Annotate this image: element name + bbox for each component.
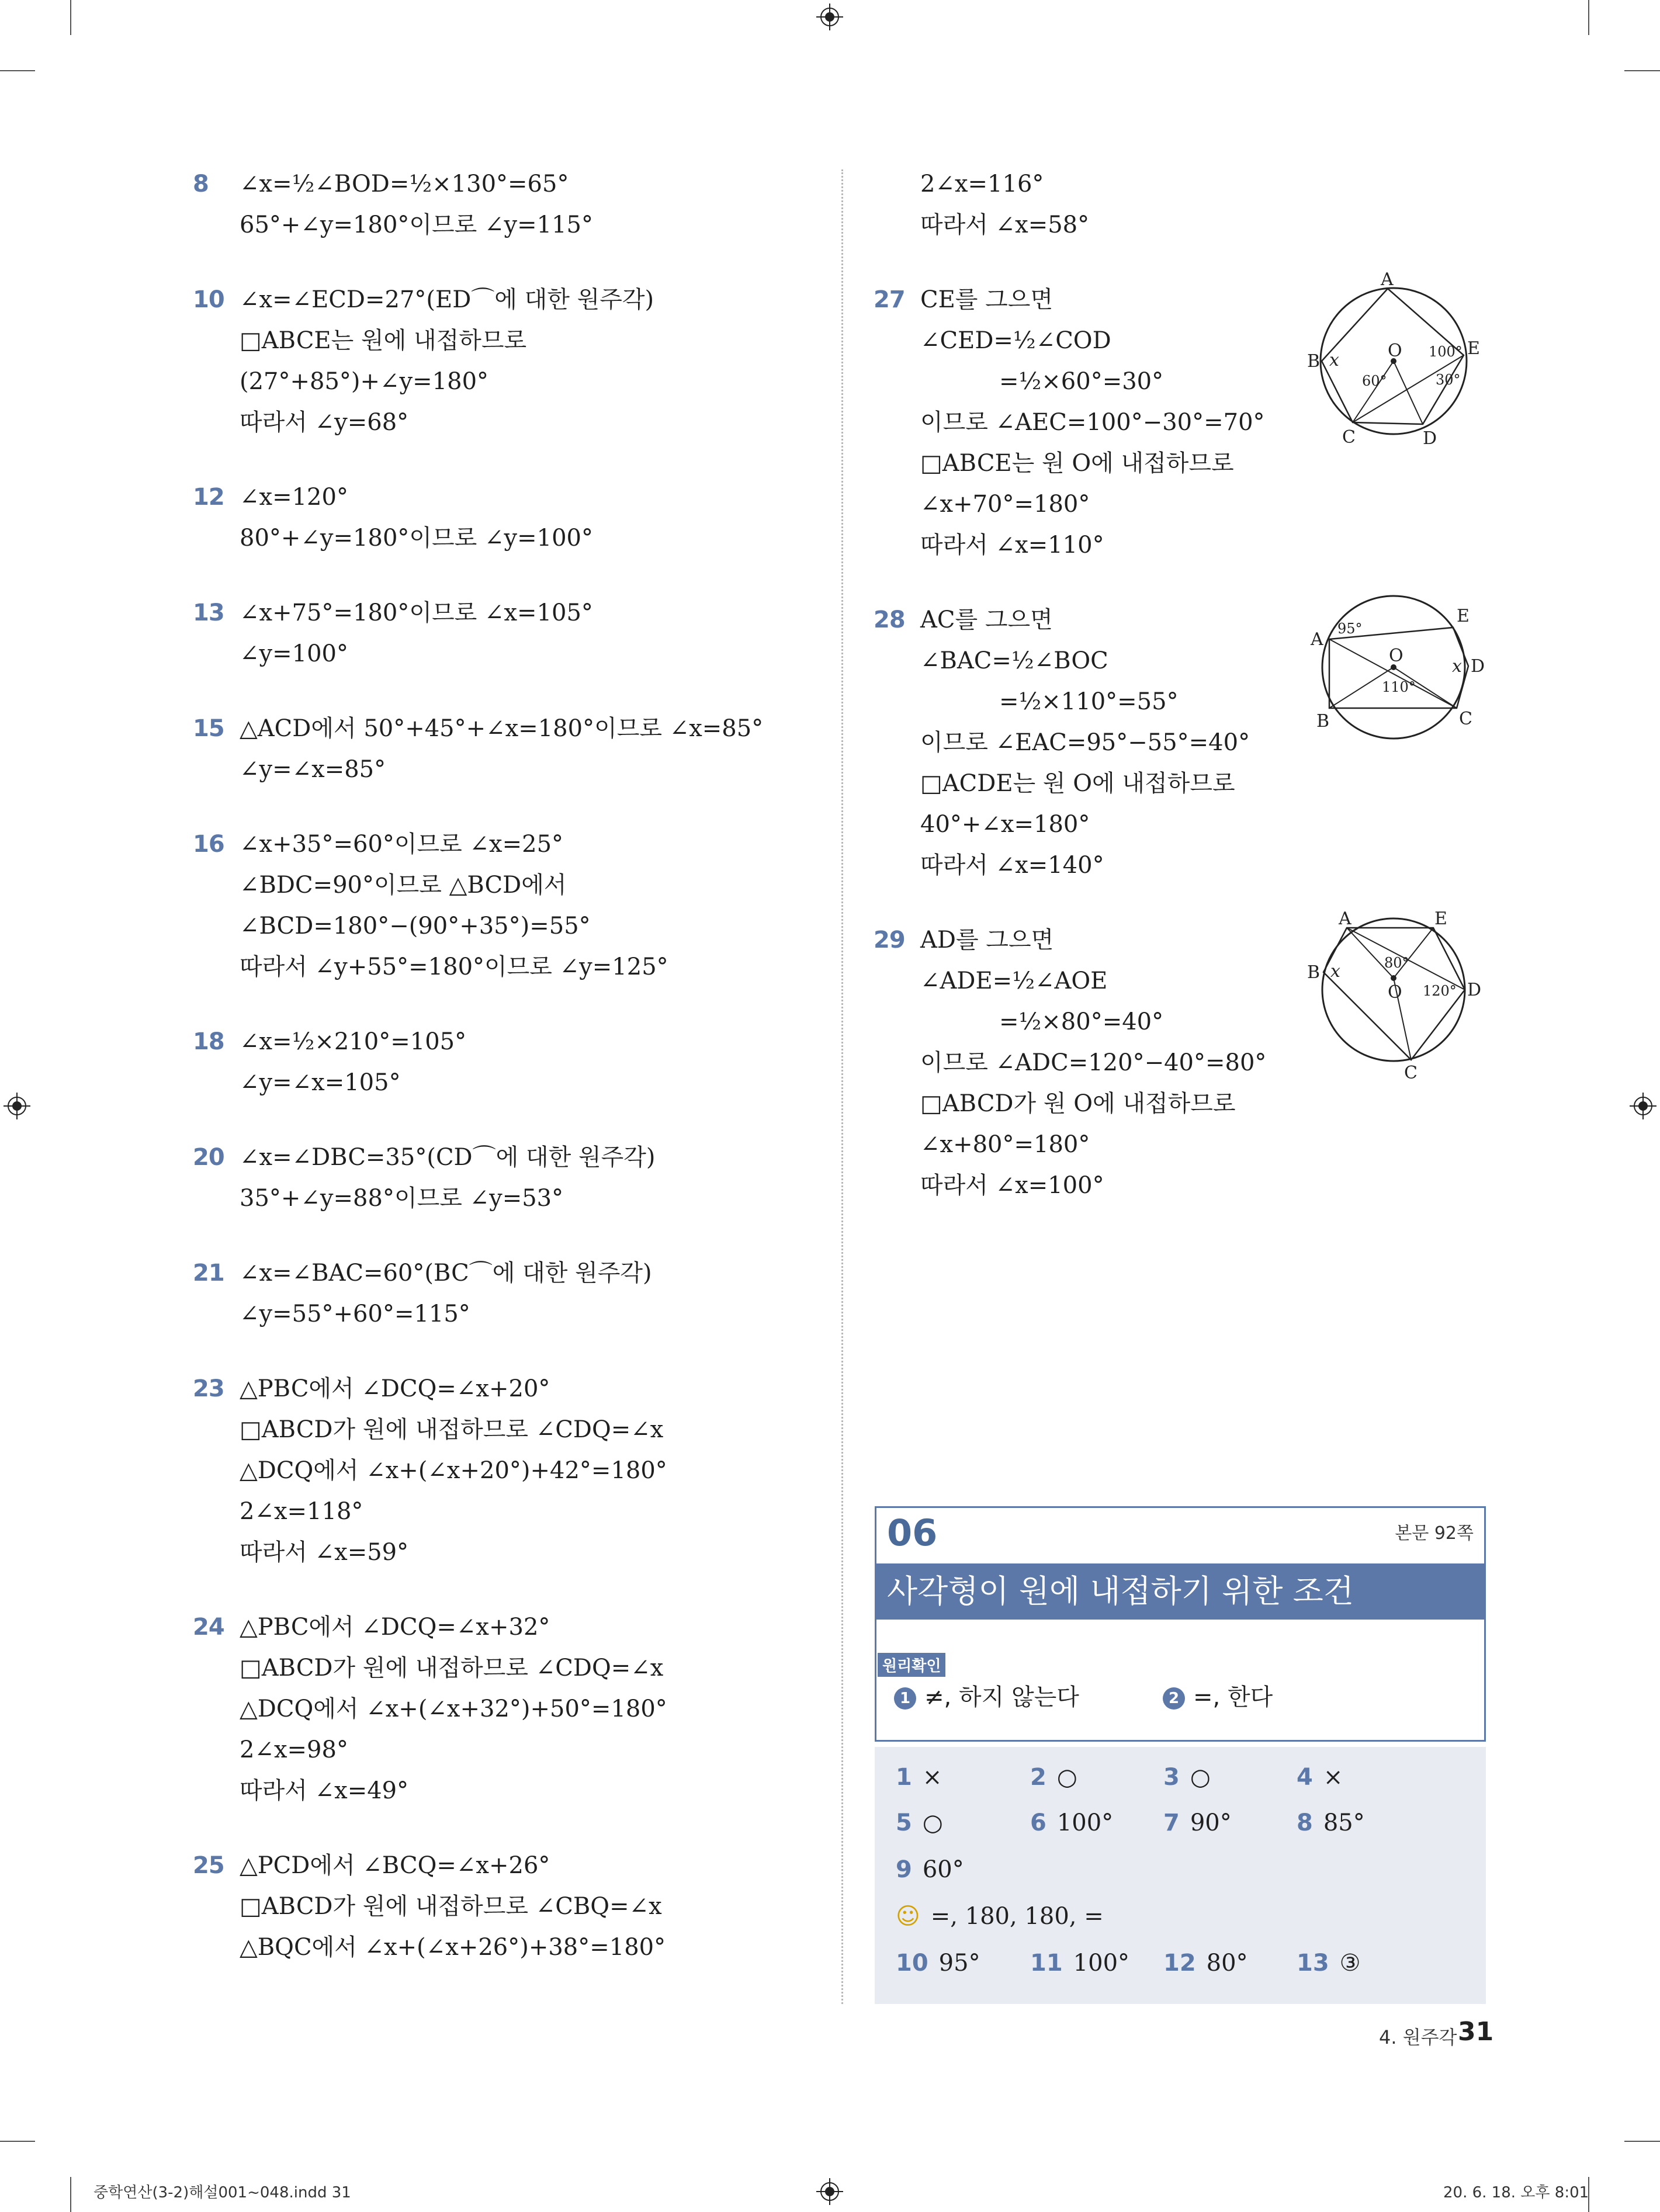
solution-line: □ACDE는 원 O에 내접하므로 (920, 770, 1235, 797)
figure-label: O (1389, 646, 1403, 666)
problem (193, 1021, 824, 1103)
problem (874, 599, 1493, 886)
problem (193, 1845, 824, 1968)
figure-label: x (1452, 656, 1462, 677)
problem-number: 15 (193, 715, 224, 742)
figure-label: C (1404, 1063, 1418, 1083)
answer-item (896, 1899, 1104, 1934)
solution-line: 2∠x=116° (920, 171, 1044, 197)
solution-line: AD를 그으면 (920, 927, 1054, 954)
problem-number: 23 (193, 1375, 224, 1402)
section-box (875, 1506, 1486, 1742)
problem (874, 909, 1493, 1206)
textbook-reference: 본문 92쪽 (1395, 1523, 1474, 1544)
problem (193, 1253, 824, 1334)
problem-number: 24 (193, 1614, 224, 1641)
circled-number-icon: 1 (894, 1687, 916, 1710)
answer-number: 4 (1297, 1764, 1313, 1791)
answer-item (1297, 1946, 1361, 1981)
angle-label: 120° (1423, 983, 1457, 999)
principle-check-tag: 원리확인 (878, 1653, 945, 1677)
solution-line: 따라서 ∠y+55°=180°이므로 ∠y=125° (240, 954, 668, 980)
solution-line: 이므로 ∠AEC=100°−30°=70° (920, 409, 1265, 436)
figure-label: B (1316, 711, 1330, 731)
crop-mark (1624, 2141, 1660, 2142)
answer-number: 12 (1163, 1950, 1196, 1977)
solution-line: 따라서 ∠x=49° (240, 1777, 409, 1804)
solution-line: ∠BAC=½∠BOC (920, 647, 1108, 674)
solution-line: □ABCD가 원에 내접하므로 ∠CDQ=∠x (240, 1655, 664, 1681)
figure-label: A (1339, 909, 1351, 929)
solution-line: □ABCD가 원에 내접하므로 ∠CDQ=∠x (240, 1416, 664, 1443)
crop-mark (70, 0, 71, 35)
problem (193, 592, 824, 674)
confirm-answer-1 (894, 1679, 1079, 1712)
figure-label: E (1434, 909, 1447, 929)
section-title: 사각형이 원에 내접하기 위한 조건 (876, 1563, 1484, 1620)
answer-item (1030, 1805, 1113, 1840)
section-number: 06 (887, 1511, 938, 1554)
solution-line: 따라서 ∠x=59° (240, 1539, 409, 1566)
answer-number: 2 (1030, 1764, 1046, 1791)
solution-line: 따라서 ∠y=68° (240, 409, 409, 436)
solution-line: ∠y=∠x=85° (240, 756, 386, 783)
solution-line: ∠y=∠x=105° (240, 1069, 401, 1096)
solution-line: ∠x=∠BAC=60°(BC⌒에 대한 원주각) (240, 1260, 652, 1287)
solution-line: □ABCE는 원에 내접하므로 (240, 327, 527, 354)
circle-figure (1306, 591, 1485, 743)
problem (193, 708, 824, 790)
answer-item (896, 1946, 980, 1981)
problem (193, 1607, 824, 1811)
answer-value: 95° (938, 1950, 980, 1977)
figure-label: D (1423, 428, 1437, 449)
solution-line: (27°+85°)+∠y=180° (240, 368, 489, 395)
figure-label: C (1459, 709, 1472, 729)
problem-number: 10 (193, 286, 224, 313)
solution-line: △DCQ에서 ∠x+(∠x+32°)+50°=180° (240, 1696, 667, 1722)
circled-number-icon: 2 (1163, 1687, 1185, 1710)
problem-number: 16 (193, 831, 224, 858)
answer-value: =, 180, 180, = (930, 1903, 1104, 1930)
answer-number: 9 (896, 1856, 912, 1883)
solution-line: ∠x=½×210°=105° (240, 1028, 467, 1055)
solution-line: △DCQ에서 ∠x+(∠x+20°)+42°=180° (240, 1457, 667, 1484)
crop-mark (1624, 70, 1660, 71)
answer-value: 60° (922, 1856, 964, 1883)
problem (874, 269, 1493, 566)
answer-item (1297, 1805, 1365, 1840)
registration-mark-icon (1630, 1093, 1656, 1119)
answer-number: 3 (1163, 1764, 1180, 1791)
problem-continuation (874, 164, 1493, 245)
answer-value: 85° (1323, 1809, 1365, 1836)
solution-line: 이므로 ∠ADC=120°−40°=80° (920, 1049, 1267, 1076)
answer-item (1030, 1760, 1077, 1795)
figure-label: E (1467, 338, 1480, 359)
confirm-answer-2 (1163, 1679, 1273, 1712)
problem (193, 477, 824, 559)
solution-line: ∠x=∠ECD=27°(ED⌒에 대한 원주각) (240, 286, 654, 313)
solution-line: ∠y=55°+60°=115° (240, 1301, 470, 1327)
problem-number: 18 (193, 1028, 224, 1055)
solution-line: 이므로 ∠EAC=95°−55°=40° (920, 729, 1250, 756)
solution-line: ∠x+70°=180° (920, 491, 1090, 518)
solution-line: □ABCE는 원 O에 내접하므로 (920, 450, 1234, 477)
chapter-label: 4. 원주각 (1379, 2026, 1457, 2048)
figure-label: O (1388, 341, 1402, 361)
figure-label: x (1329, 350, 1339, 370)
answer-item (896, 1805, 943, 1840)
right-column (874, 164, 1493, 1240)
answer-value: ③ (1339, 1950, 1361, 1977)
problem-number: 20 (193, 1144, 224, 1171)
column-divider (841, 169, 843, 2004)
confirm-text: ≠, 하지 않는다 (924, 1684, 1079, 1711)
problem (193, 164, 824, 245)
angle-label: 95° (1337, 620, 1363, 637)
figure-label: O (1388, 982, 1402, 1003)
figure-label: A (1381, 269, 1394, 290)
problem-number: 13 (193, 599, 224, 626)
crop-mark (0, 2141, 35, 2142)
solution-line: 따라서 ∠x=58° (920, 212, 1090, 238)
problem (193, 824, 824, 987)
figure-label: A (1311, 629, 1323, 650)
solution-line: ∠CED=½∠COD (920, 327, 1111, 354)
answer-value: 100° (1056, 1809, 1114, 1836)
angle-label: 80° (1384, 955, 1409, 971)
answer-value: ○ (1056, 1764, 1077, 1791)
figure-label: B (1307, 351, 1321, 372)
print-slug-file: 중학연산(3-2)해설001~048.indd 31 (93, 2184, 351, 2201)
solution-line: △PBC에서 ∠DCQ=∠x+20° (240, 1375, 550, 1402)
solution-line: ∠x=½∠BOD=½×130°=65° (240, 171, 569, 197)
answer-panel (875, 1747, 1486, 2004)
solution-line: 2∠x=98° (240, 1736, 348, 1763)
solution-line: △BQC에서 ∠x+(∠x+26°)+38°=180° (240, 1934, 666, 1961)
solution-line: ∠x=∠DBC=35°(CD⌒에 대한 원주각) (240, 1144, 656, 1171)
solution-line: ∠BDC=90°이므로 △BCD에서 (240, 872, 567, 899)
solution-line: =½×80°=40° (999, 1008, 1164, 1035)
solution-line: ∠ADE=½∠AOE (920, 968, 1108, 994)
solution-line: =½×110°=55° (999, 688, 1179, 715)
solution-line: △PBC에서 ∠DCQ=∠x+32° (240, 1614, 550, 1641)
solution-line: □ABCD가 원 O에 내접하므로 (920, 1090, 1236, 1117)
answer-value: 90° (1190, 1809, 1232, 1836)
answer-number: 5 (896, 1809, 912, 1836)
page-number: 31 (1458, 2017, 1494, 2047)
problem-number: 25 (193, 1852, 224, 1879)
answer-number: 7 (1163, 1809, 1180, 1836)
circle-figure (1306, 909, 1482, 1083)
solution-line: 35°+∠y=88°이므로 ∠y=53° (240, 1185, 564, 1212)
solution-line: 2∠x=118° (240, 1498, 363, 1525)
solution-line: 80°+∠y=180°이므로 ∠y=100° (240, 525, 594, 552)
angle-label: 100° (1429, 344, 1463, 360)
answer-number: 10 (896, 1950, 928, 1977)
answer-value: ○ (1190, 1764, 1211, 1791)
problem-number: 21 (193, 1260, 224, 1287)
problem (193, 1368, 824, 1573)
solution-line: ∠x+75°=180°이므로 ∠x=105° (240, 599, 593, 626)
problem-number: 28 (874, 606, 905, 633)
registration-mark-icon (4, 1093, 30, 1119)
solution-line: ∠BCD=180°−(90°+35°)=55° (240, 913, 591, 939)
answer-item (896, 1852, 964, 1887)
crop-mark (1588, 0, 1589, 35)
solution-line: △ACD에서 50°+45°+∠x=180°이므로 ∠x=85° (240, 715, 764, 742)
answer-item (1297, 1760, 1343, 1795)
registration-mark-icon (816, 2178, 843, 2205)
figure-label: D (1471, 656, 1485, 677)
answer-item (1163, 1760, 1211, 1795)
figure-label: E (1457, 606, 1470, 626)
answer-item (1163, 1805, 1232, 1840)
answer-item (896, 1760, 942, 1795)
solution-line: ∠x=120° (240, 484, 348, 511)
confirm-text: =, 한다 (1193, 1684, 1273, 1711)
crop-mark (70, 2177, 71, 2212)
answer-number: 6 (1030, 1809, 1046, 1836)
figure-label: D (1467, 980, 1482, 1000)
answer-number: 11 (1030, 1950, 1063, 1977)
problem (193, 279, 824, 443)
solution-line: □ABCD가 원에 내접하므로 ∠CBQ=∠x (240, 1893, 662, 1920)
solution-line: =½×60°=30° (999, 368, 1164, 395)
solution-line: ∠y=100° (240, 640, 348, 667)
solution-line: △PCD에서 ∠BCQ=∠x+26° (240, 1852, 550, 1879)
figure-label: C (1342, 427, 1356, 448)
figure-label: B (1307, 962, 1321, 983)
print-slug-date: 20. 6. 18. 오후 8:01 (1443, 2184, 1589, 2201)
solution-line: 65°+∠y=180°이므로 ∠y=115° (240, 212, 594, 238)
answer-value: 80° (1206, 1950, 1248, 1977)
solution-line: 따라서 ∠x=140° (920, 852, 1104, 879)
problem-number: 8 (193, 171, 209, 197)
answer-value: ○ (922, 1809, 943, 1836)
answer-item (1163, 1946, 1248, 1981)
solution-line: AC를 그으면 (920, 606, 1053, 633)
smiley-icon: ☺ (896, 1903, 920, 1930)
solution-line: 따라서 ∠x=110° (920, 532, 1104, 559)
answer-number: 13 (1297, 1950, 1329, 1977)
problem-number: 12 (193, 484, 224, 511)
solution-line: CE를 그으면 (920, 286, 1053, 313)
solution-line: ∠x+80°=180° (920, 1131, 1090, 1158)
answer-value: × (1323, 1764, 1343, 1791)
left-column (193, 164, 824, 2002)
solution-line: ∠x+35°=60°이므로 ∠x=25° (240, 831, 564, 858)
angle-label: 30° (1436, 372, 1461, 388)
solution-line: 40°+∠x=180° (920, 811, 1090, 838)
angle-label: 60° (1362, 373, 1387, 389)
answer-number: 1 (896, 1764, 912, 1791)
answer-item (1030, 1946, 1129, 1981)
circle-figure (1306, 269, 1481, 449)
crop-mark (0, 70, 35, 71)
answer-value: 100° (1073, 1950, 1130, 1977)
angle-label: 110° (1382, 679, 1416, 695)
registration-mark-icon (816, 4, 843, 30)
problem-number: 27 (874, 286, 905, 313)
problem (193, 1137, 824, 1219)
answer-number: 8 (1297, 1809, 1313, 1836)
figure-label: x (1330, 961, 1340, 982)
problem-number: 29 (874, 927, 905, 954)
solution-line: 따라서 ∠x=100° (920, 1172, 1104, 1199)
answer-value: × (922, 1764, 942, 1791)
